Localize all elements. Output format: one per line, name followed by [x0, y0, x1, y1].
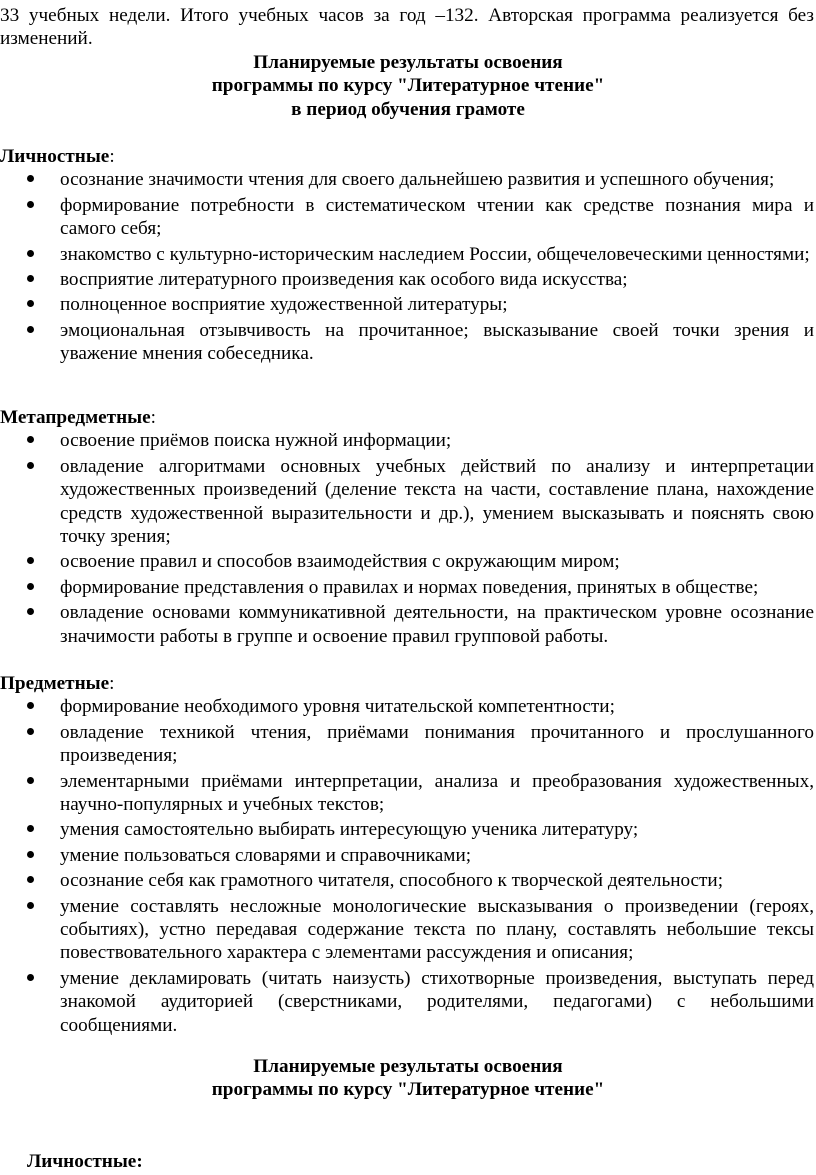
heading-block-1 [0, 51, 816, 121]
list-item-text: формирование представления о правилах и нормах поведения, принятых в обществе; [60, 576, 759, 598]
bullet-icon [27, 275, 34, 282]
section-meta-colon: : [150, 407, 156, 428]
section-meta [0, 406, 816, 650]
list-item-text: освоение правил и способов взаимодействия с окружающим миром; [60, 551, 620, 573]
section-subject-colon: : [109, 673, 115, 694]
list-item-text: восприятие литературного произведения как особого вида искусства; [60, 269, 628, 291]
section-subject-label: Предметные [0, 673, 110, 694]
intro-paragraph: 33 учебных недели. Итого учебных часов за год –132. Авторская программа реализуется без изменений. [0, 5, 814, 50]
list-item [0, 601, 816, 648]
list-item-text: умение пользоваться словарями и справочниками; [60, 844, 472, 866]
bullet-icon [27, 326, 34, 333]
list-item [0, 576, 816, 599]
list-item [0, 844, 816, 867]
personal-list [0, 168, 816, 365]
list-item-text: умения самостоятельно выбирать интересующую ученика литературу; [60, 819, 639, 841]
list-item [0, 770, 816, 817]
list-item-text: овладение техникой чтения, приёмами понимания прочитанного и прослушанного произведения; [60, 721, 814, 767]
section-personal-label: Личностные [0, 146, 110, 167]
bullet-icon [27, 175, 34, 182]
list-item-text: умение составлять несложные монологические высказывания о произведении (героях, событиях), устно передавая содержание текста по плану, составлять небольшие тексы повествовательного характера с элементами рассуждения и описания; [60, 895, 814, 964]
bullet-icon [27, 462, 34, 469]
section-subject-heading [0, 672, 816, 695]
bullet-icon [27, 583, 34, 590]
section-meta-label: Метапредметные [0, 407, 151, 428]
list-item [0, 967, 816, 1037]
section-personal-colon: : [109, 146, 115, 167]
bullet-icon [27, 201, 34, 208]
list-item-text: формирование необходимого уровня читательской компетентности; [60, 696, 615, 718]
heading2-line2: программы по курсу "Литературное чтение" [211, 1079, 605, 1101]
bullet-icon [27, 728, 34, 735]
list-item [0, 895, 816, 965]
bullet-icon [27, 825, 34, 832]
list-item-text: овладение алгоритмами основных учебных действий по анализу и интерпретации художественных произведений (деление текста на части, составление плана, нахождение средств художественной выразительности и др.), умением высказывать и пояснять свою точку зрения; [60, 455, 814, 548]
list-item [0, 293, 816, 316]
list-item-text: эмоциональная отзывчивость на прочитанное; высказывание своей точки зрения и уважение мнения собеседника. [60, 319, 814, 365]
heading-block-2 [0, 1055, 816, 1102]
section-personal2-label: Личностные: [27, 1151, 143, 1172]
heading2-line1: Планируемые результаты освоения [253, 1056, 563, 1077]
list-item [0, 194, 816, 241]
list-item-text: полноценное восприятие художественной литературы; [60, 294, 508, 316]
list-item-text: овладение основами коммуникативной деятельности, на практическом уровне осознание значимости работы в группе и освоение правил групповой работы. [60, 602, 814, 647]
heading1-line1: Планируемые результаты освоения [253, 52, 563, 73]
list-item [0, 550, 816, 573]
subject-list [0, 695, 816, 1037]
section-personal [0, 145, 816, 368]
bullet-icon [27, 608, 34, 615]
list-item [0, 268, 816, 291]
list-item [0, 721, 816, 768]
list-item-text: элементарными приёмами интерпретации, анализа и преобразования художественных, научно-популярных и учебных текстов; [60, 770, 814, 816]
list-item [0, 429, 816, 452]
bullet-icon [27, 250, 34, 257]
list-item-text: знакомство с культурно-историческим наследием России, общечеловеческими ценностями; [60, 243, 810, 265]
bullet-icon [27, 300, 34, 307]
bullet-icon [27, 902, 34, 909]
list-item [0, 168, 816, 191]
list-item-text: формирование потребности в систематическом чтении как средстве познания мира и самого себя; [60, 194, 814, 240]
list-item [0, 695, 816, 718]
list-item [0, 869, 816, 892]
list-item-text: осознание себя как грамотного читателя, способного к творческой деятельности; [60, 870, 724, 892]
bullet-icon [27, 436, 34, 443]
section-meta-heading [0, 406, 816, 429]
list-item-text: освоение приёмов поиска нужной информации; [60, 430, 452, 452]
list-item [0, 455, 816, 549]
heading1-line3: в период обучения грамоте [291, 98, 525, 120]
bullet-icon [27, 851, 34, 858]
bullet-icon [27, 557, 34, 564]
bullet-icon [27, 702, 34, 709]
list-item [0, 243, 816, 266]
section-subject [0, 672, 816, 1039]
bullet-icon [27, 777, 34, 784]
meta-list [0, 429, 816, 648]
bullet-icon [27, 876, 34, 883]
list-item-text: осознание значимости чтения для своего дальнейшею развития и успешного обучения; [60, 169, 775, 191]
list-item-text: умение декламировать (читать наизусть) стихотворные произведения, выступать перед знакомой аудиторией (сверстниками, родителями, педагогами) с небольшими сообщениями. [60, 967, 814, 1036]
section-personal-heading [0, 145, 816, 168]
list-item [0, 319, 816, 366]
list-item [0, 818, 816, 841]
bullet-icon [27, 974, 34, 981]
heading1-line2: программы по курсу "Литературное чтение" [211, 75, 605, 97]
